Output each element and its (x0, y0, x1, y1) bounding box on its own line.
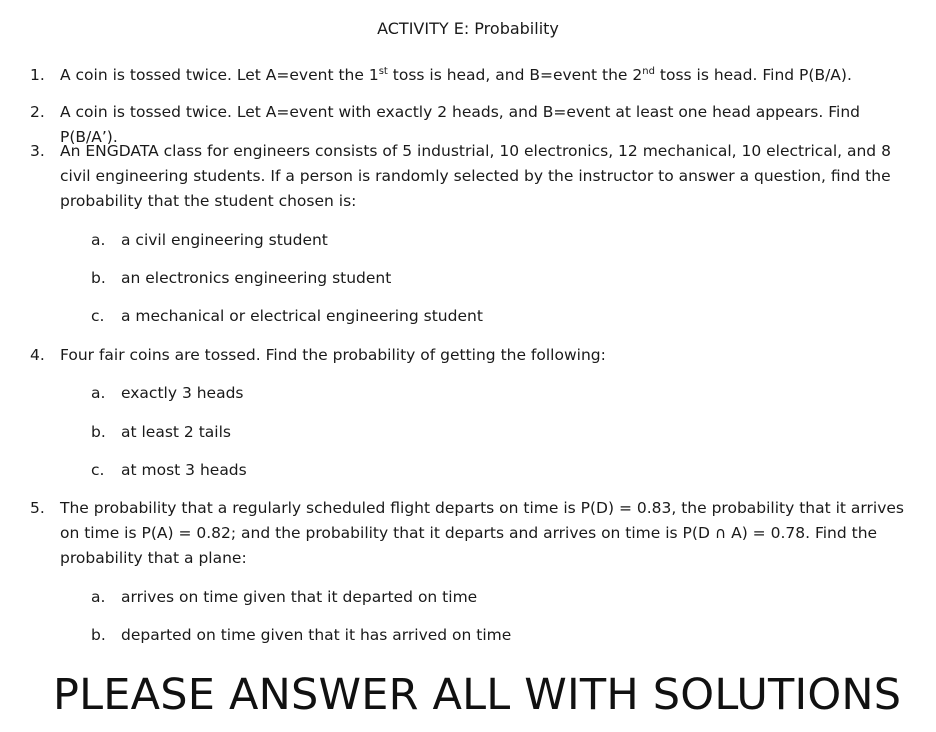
subitem-5b (91, 624, 891, 646)
subitem-3c (91, 305, 891, 327)
question-text-part: A coin is tossed twice. Let A=event the 1 (60, 66, 379, 84)
question-number: 1. (30, 66, 45, 84)
question-3 (30, 139, 910, 214)
subitem-text: departed on time given that it has arrived on time (121, 626, 512, 644)
question-text: A coin is tossed twice. Let A=event with exactly 2 heads, and B=event at least one head appears. Find P(B/A’). (60, 103, 860, 146)
question-text (60, 63, 910, 88)
subitem-letter: a. (91, 384, 106, 402)
question-text-part: toss is head, and B=event the 2 (387, 66, 643, 84)
question-number: 4. (30, 346, 45, 364)
subitem-letter: b. (91, 626, 106, 644)
subitem-text: a civil engineering student (121, 231, 328, 249)
question-text-part: toss is head. Find P(B/A). (654, 66, 852, 84)
question-number: 2. (30, 103, 45, 121)
subitem-letter: c. (91, 461, 105, 479)
subitem-text: a mechanical or electrical engineering student (121, 307, 483, 325)
subitem-4c (91, 459, 891, 481)
subitem-text: arrives on time given that it departed on time (121, 588, 478, 606)
subitem-4a (91, 382, 891, 404)
subitem-3b (91, 267, 891, 289)
subitem-5a (91, 586, 891, 608)
subitem-letter: c. (91, 307, 105, 325)
question-5 (30, 496, 910, 571)
ordinal-superscript: nd (642, 66, 655, 77)
question-text: Four fair coins are tossed. Find the probability of getting the following: (60, 346, 606, 364)
subitem-text: at most 3 heads (121, 461, 247, 479)
subitem-text: exactly 3 heads (121, 384, 244, 402)
subitem-letter: b. (91, 423, 106, 441)
subitem-4b (91, 421, 891, 443)
subitem-text: an electronics engineering student (121, 269, 392, 287)
subitem-3a (91, 229, 891, 251)
question-number: 5. (30, 499, 45, 517)
footer-instruction: PLEASE ANSWER ALL WITH SOLUTIONS (53, 670, 902, 720)
question-1 (30, 63, 910, 88)
question-number: 3. (30, 142, 45, 160)
subitem-letter: b. (91, 269, 106, 287)
subitem-letter: a. (91, 231, 106, 249)
page-title: ACTIVITY E: Probability (377, 19, 559, 38)
ordinal-superscript: st (378, 66, 388, 77)
subitem-letter: a. (91, 588, 106, 606)
question-text: The probability that a regularly scheduled flight departs on time is P(D) = 0.83, the probability that it arrives on time is P(A) = 0.82; and the probability that it departs and arrives on time is P(D ∩ A) = 0.78. Find the probability that a plane: (60, 499, 904, 567)
subitem-text: at least 2 tails (121, 423, 231, 441)
question-4 (30, 343, 910, 368)
question-text: An ENGDATA class for engineers consists of 5 industrial, 10 electronics, 12 mechanical, 10 electrical, and 8 civil engineering students. If a person is randomly selected by the instructor to answer a question, find the probability that the student chosen is: (60, 142, 891, 210)
